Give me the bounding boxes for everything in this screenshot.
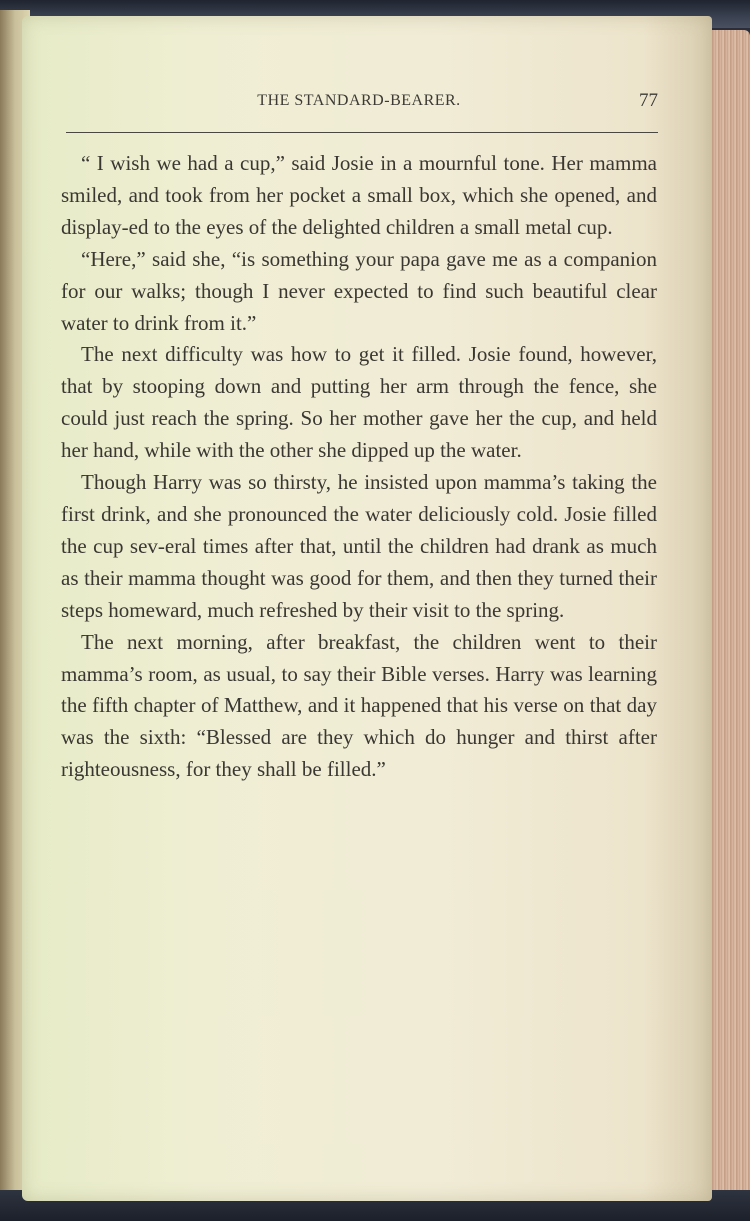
page-body	[61, 148, 657, 786]
paragraph: Though Harry was so thirsty, he insisted upon mamma’s taking the first drink, and she pronounced the water deliciously cold. Josie filled the cup sev-eral times after that, until the children had drank as much as their mamma thought was good for them, and then they turned their steps homeward, much refreshed by their visit to the spring.	[61, 470, 657, 622]
paragraph: “Here,” said she, “is something your papa gave me as a companion for our walks; though I never expected to find such beautiful clear water to drink from it.”	[61, 246, 657, 335]
paragraph: The next difficulty was how to get it filled. Josie found, however, that by stooping down and putting her arm through the fence, she could just reach the spring. So her mother gave her the cup, and held her hand, while with the other she dipped up the water.	[61, 342, 657, 463]
header-rule	[66, 132, 658, 133]
page-fore-edge	[708, 30, 750, 1205]
running-head	[60, 88, 658, 120]
running-title: THE STANDARD-BEARER.	[257, 92, 461, 109]
paragraph: “ I wish we had a cup,” said Josie in a mournful tone. Her mamma smiled, and took from her pocket a small box, which she opened, and display-ed to the eyes of the delighted children a small metal cup.	[61, 151, 657, 239]
paragraph: The next morning, after breakfast, the children went to their mamma’s room, as usual, to say their Bible verses. Harry was learning the fifth chapter of Matthew, and it happened that his verse on that day was the sixth: “Blessed are they which do hunger and thirst after righteousness, for they shall be filled.”	[61, 629, 657, 782]
page-number: 77	[639, 90, 658, 111]
